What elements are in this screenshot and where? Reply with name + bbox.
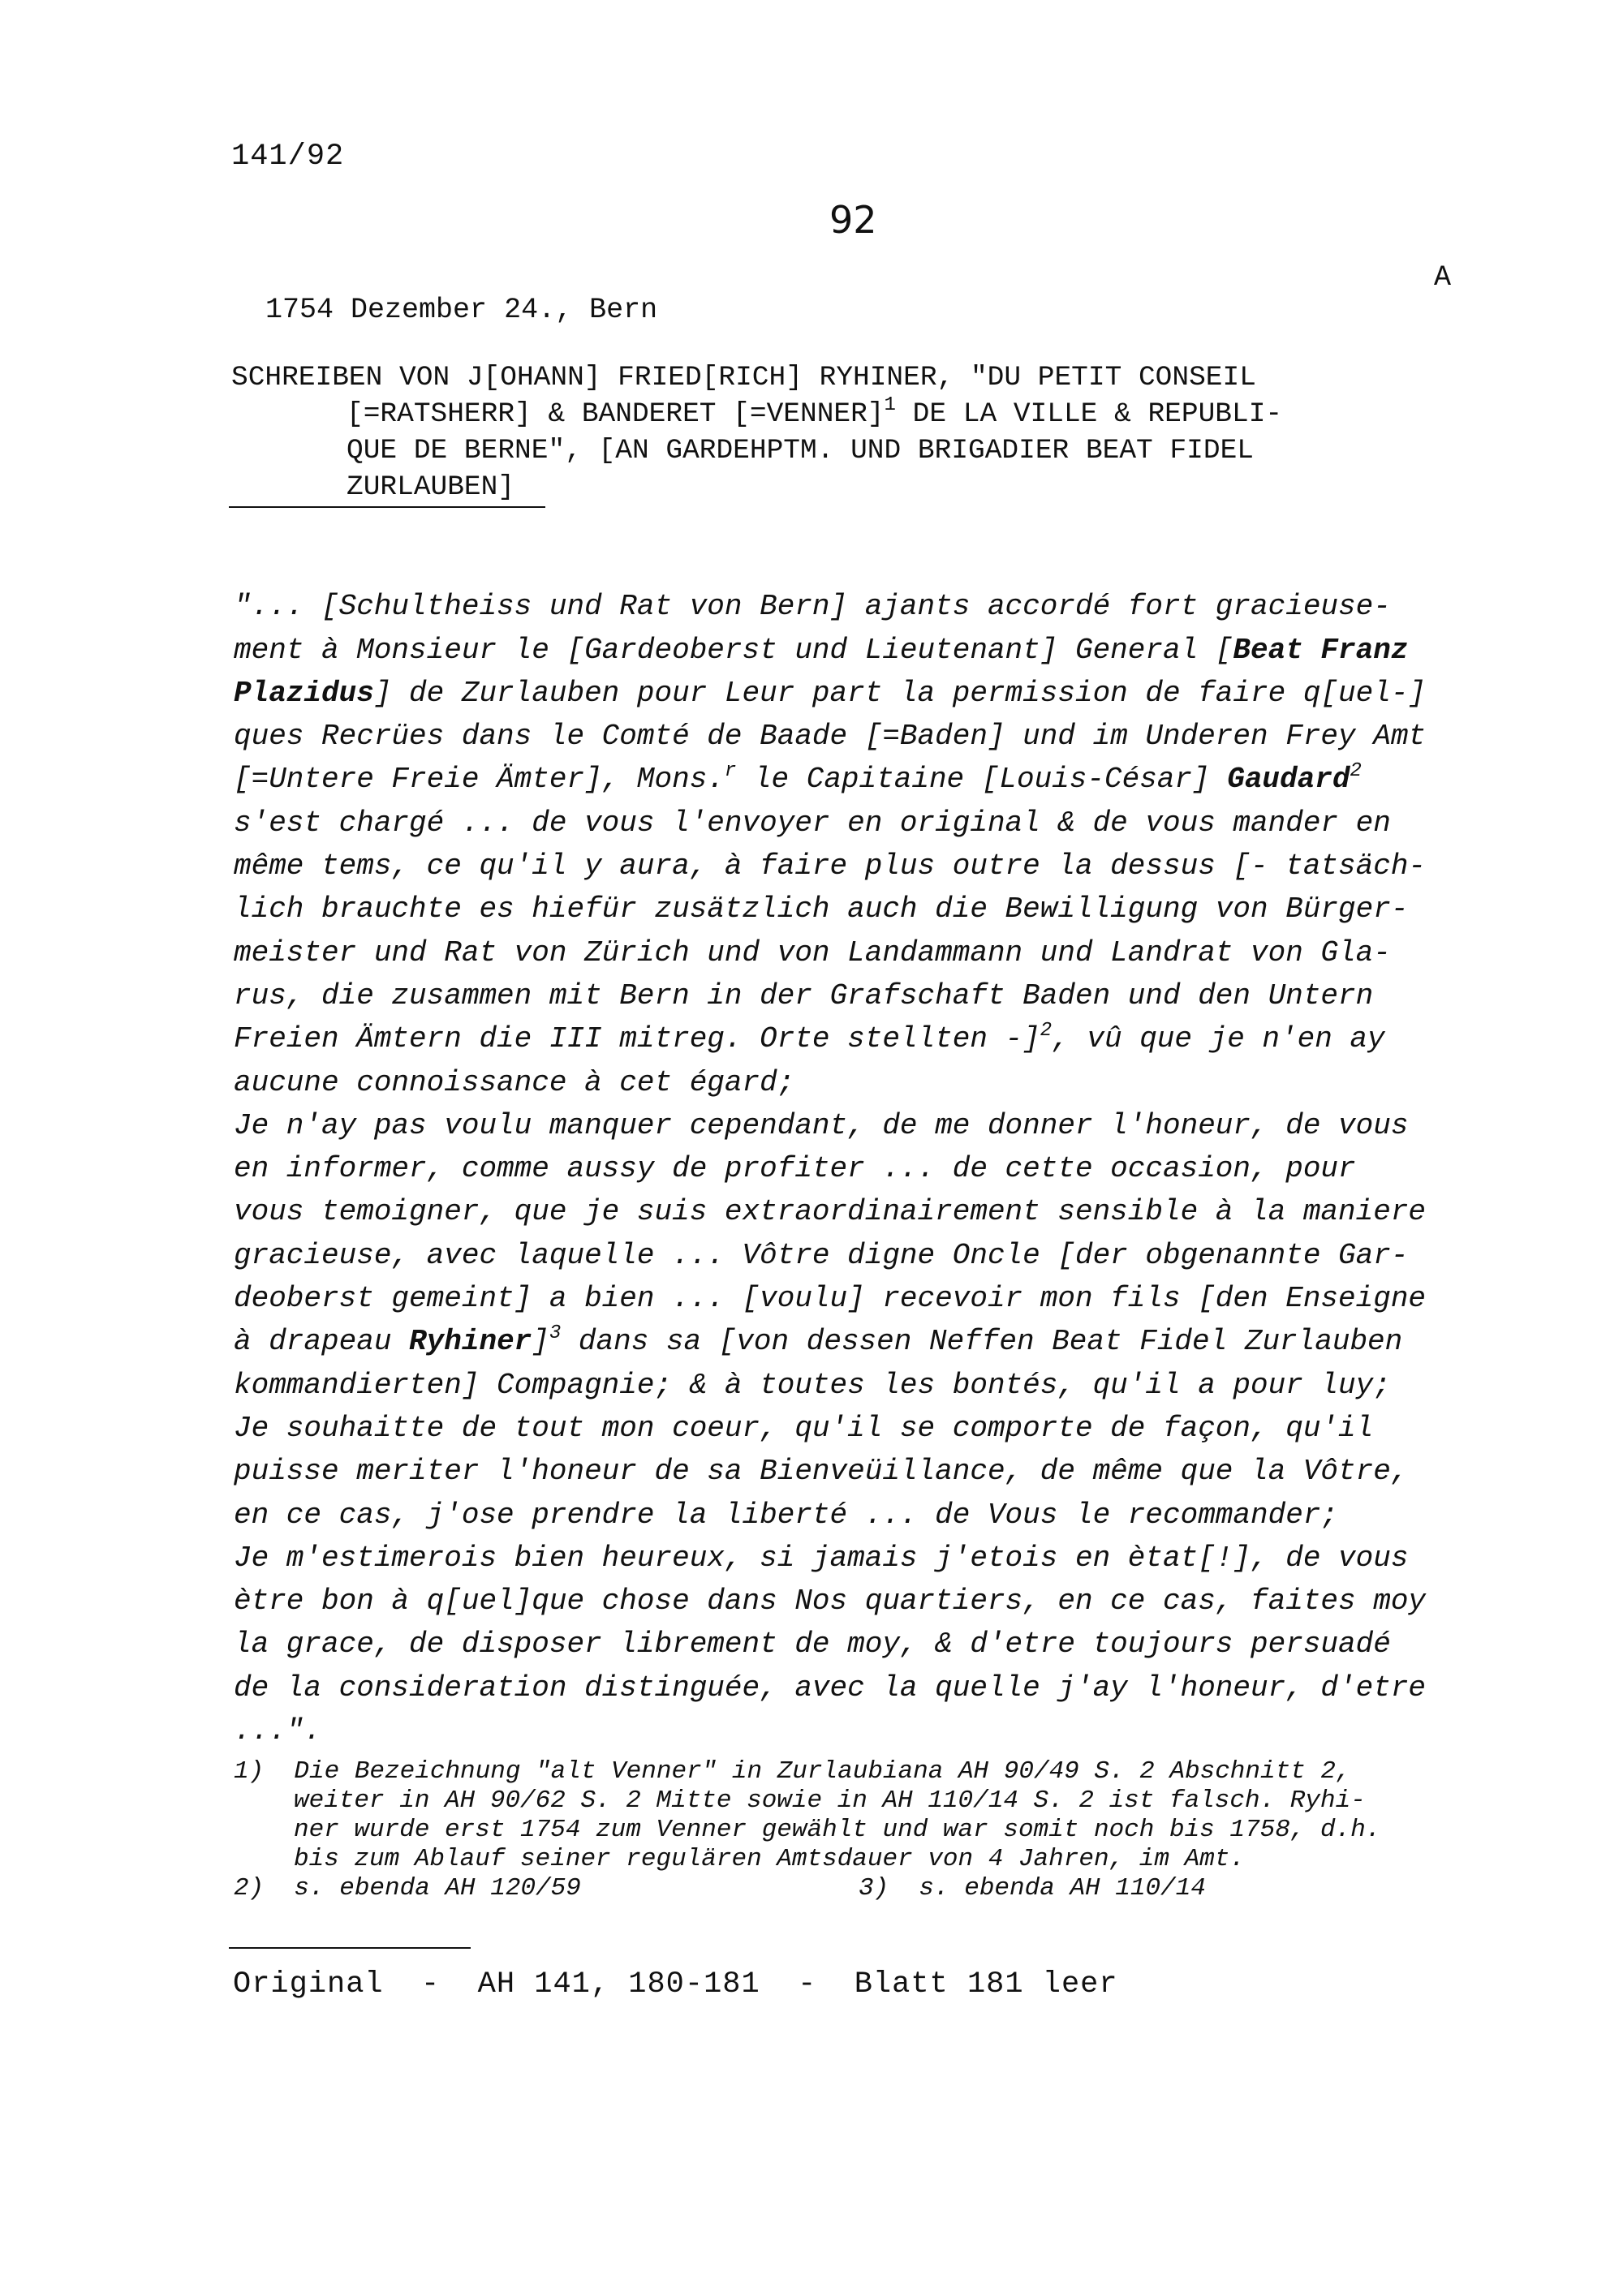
page-number: 92: [829, 198, 877, 242]
title-line: SCHREIBEN VON J[OHANN] FRIED[RICH] RYHINER, "DU PETIT CONSEIL: [231, 362, 1256, 393]
highlight-name: Ryhiner: [409, 1325, 532, 1359]
highlight-name: Gaudard: [1227, 763, 1350, 797]
letter-text: "... [Schultheiss und Rat von Bern] ajants accordé fort gracieuse- ment à Monsieur le [Gardeoberst und Lieutenant] General [Beat Franz Plazidus] de Zurlauben pour Leur part la permission de faire q[uel-] ques Recrües dans le Comté de Baade [=Baden] und im Underen Frey Amt [=Untere Freie Ämter], Mons.$^r$ le Capitaine [Louis-César] Gaudard$^2$ s'est chargé ... de vous l'envoyer en original & de vous mander en même tems, ce qu'il y aura, à faire plus outre la dessus [- tatsäch- lich brauchte es hiefür zusätzlich auch die Bewilligung von Bürger- meister und Rat von Zürich und von Landammann und Landrat von Gla- rus, die zusammen mit Bern in der Grafschaft Baden und den Untern Freien Ämtern die III mitreg. Orte stellten -]$^2$, vû que je n'en ay aucune connoissance à cet égard; Je n'ay pas voulu manquer cependant, de me donner l'honeur, de vous en informer, comme aussy de profiter ... de cette occasion, pour vous temoigner, que je suis extraordinairement sensible à la maniere gracieuse, avec laquelle ... Vôtre digne Oncle [der obgenannte Gar- deoberst gemeint] a bien ... [voulu] recevoir mon fils [den Enseigne à drapeau Ryhiner]$^3$ dans sa [von dessen Neffen Beat Fidel Zurlauben kommandierten] Compagnie; & à toutes les bontés, qu'il a pour luy; Je souhaitte de tout mon coeur, qu'il se comporte de façon, qu'il puisse meriter l'honeur de sa Bienveüillance, de même que la Vôtre, en ce cas, j'ose prendre la liberté ... de Vous le recommander; Je m'estimerois bien heureux, si jamais j'etois en ètat[!], de vous ètre bon à q[uel]que chose dans Nos quartiers, en ce cas, faites moy la grace, de disposer librement de moy, & d'etre toujours persuadé de la consideration distinguée, avec la quelle j'ay l'honeur, d'etre ...".: [234, 590, 1427, 1748]
footnote-1: 1) Die Bezeichnung "alt Venner" in Zurlaubiana AH 90/49 S. 2 Abschnitt 2,: [234, 1757, 1351, 1786]
footnote-2: 2) s. ebenda AH 120/59: [234, 1874, 581, 1903]
footnote-ref: 2: [1350, 760, 1362, 783]
title-line: ZURLAUBEN]: [347, 471, 515, 503]
source-divider: [229, 1947, 471, 1949]
footnote-ref: 3: [549, 1322, 562, 1345]
highlight-name: Beat Franz: [1233, 633, 1409, 667]
highlight-name: Plazidus: [234, 676, 374, 710]
title-divider: [229, 506, 545, 508]
footnotes: 1) Die Bezeichnung "alt Venner" in Zurlaubiana AH 90/49 S. 2 Abschnitt 2, weiter in AH 90/62 S. 2 Mitte sowie in AH 110/14 S. 2 ist falsch. Ryhi- ner wurde erst 1754 zum Venner gewählt und war somit noch bis 1758, d.h. bis zum Ablauf seiner regulären Amtsdauer von 4 Jahren, im Amt. 2) s. ebenda AH 120/59 3) s. ebenda AH 110/14: [234, 1757, 1381, 1903]
title-line: [=RATSHERR] & BANDERET [=VENNER]$^1$ DE LA VILLE & REPUBLI-: [347, 394, 1283, 430]
footnote-ref: 2: [1040, 1020, 1053, 1043]
document-marker: A: [1433, 261, 1451, 294]
source-note: Original - AH 141, 180-181 - Blatt 181 leer: [233, 1967, 1118, 2001]
document-title: [231, 323, 1282, 505]
footnote-ref: 1: [884, 394, 896, 416]
title-line: QUE DE BERNE", [AN GARDEHPTM. UND BRIGADIER BEAT FIDEL: [347, 435, 1254, 467]
footnote-3: 3) s. ebenda AH 110/14: [859, 1874, 1206, 1903]
date-place: 1754 Dezember 24., Bern: [265, 294, 658, 326]
document-reference: 141/92: [231, 140, 345, 174]
